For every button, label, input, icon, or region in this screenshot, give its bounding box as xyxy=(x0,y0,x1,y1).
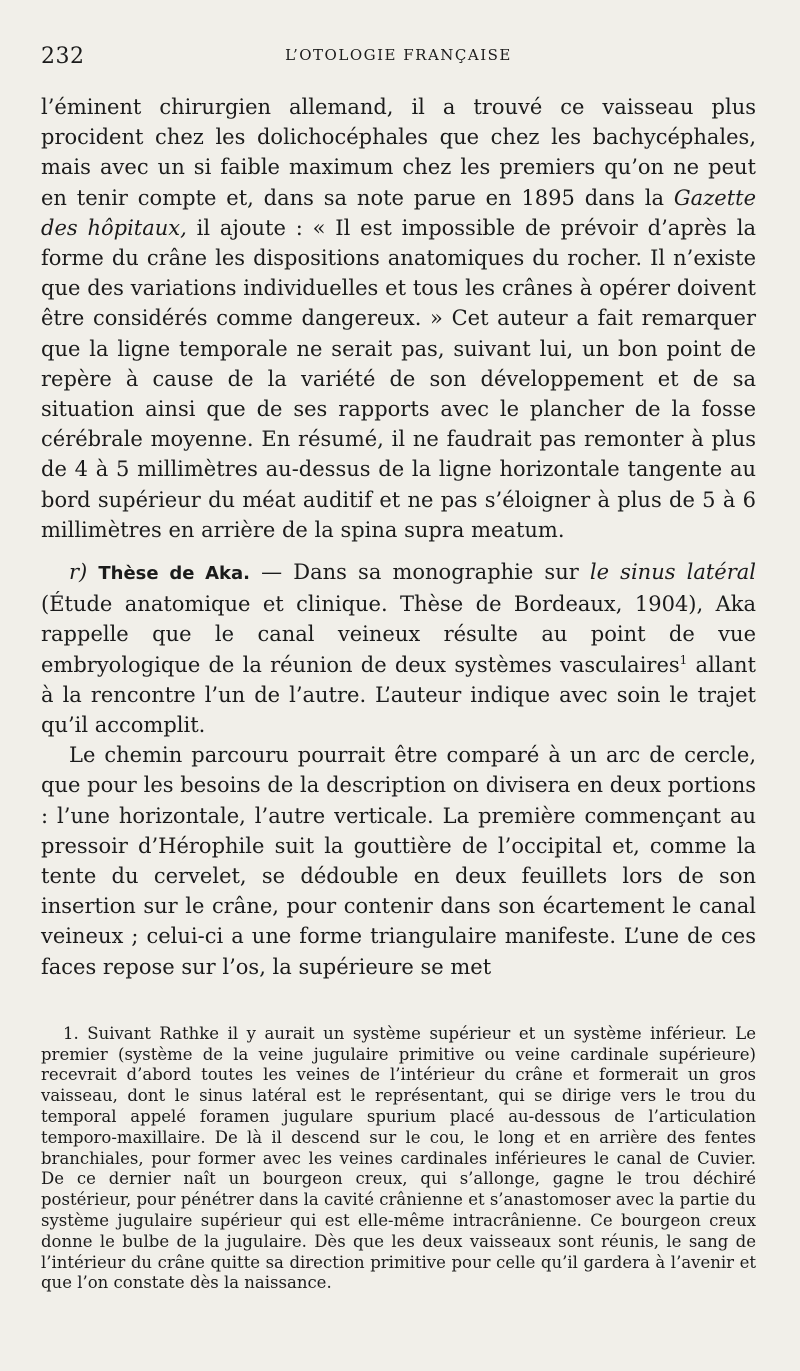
footnote xyxy=(41,1024,756,1294)
running-head xyxy=(41,40,756,76)
monograph-title: le sinus latéral xyxy=(589,560,756,585)
running-title: L’OTOLOGIE FRANÇAISE xyxy=(285,46,512,64)
section-title: Thèse de Aka. xyxy=(98,563,251,585)
paragraph-section-r xyxy=(41,557,756,740)
body-text xyxy=(41,92,756,982)
paragraph-2-text-c: allant à la rencontre l’un de l’autre. L’auteur indique avec soin le trajet qu’il accomplit. xyxy=(41,652,756,738)
paragraph-1-continuation: il ajoute : « Il est impossible de prévoir d’après la forme du crâne les dispositions anatomiques du rocher. Il n’existe que des variations individuelles et tous les crânes à opérer doivent être considérés comme dangereux. » Cet auteur a fait remarquer que la ligne temporale ne serait pas, suivant lui, un bon point de repère à cause de la variété de son développement et de sa situation ainsi que de ses rapports avec le plancher de la fosse cérébrale moyenne. En résumé, il ne faudrait pas remonter à plus de 4 à 5 millimètres au-dessus de la ligne horizontale tangente au bord supérieur du méat auditif et ne pas s’éloigner à plus de 5 à 6 millimètres en arrière de la spina supra meatum. xyxy=(41,215,756,542)
section-letter: r) xyxy=(69,560,88,585)
paragraph-2-text-a: — Dans sa monographie sur xyxy=(250,560,590,585)
journal-title: Gazette des hôpitaux, xyxy=(41,185,756,240)
paragraph-1 xyxy=(41,92,756,545)
paragraph-3: Le chemin parcouru pourrait être comparé à un arc de cercle, que pour les besoins de la description on divisera en deux portions : l’une horizontale, l’autre verticale. La première commençant au pressoir d’Hérophile suit la gouttière de l’occipital et, comme la tente du cervelet, se dédouble en deux feuillets lors de son insertion sur le crâne, pour contenir dans son écartement le canal veineux ; celui-ci a une forme triangulaire manifeste. L’une de ces faces repose sur l’os, la supérieure se met xyxy=(41,743,756,979)
paragraph-2-text-b: (Étude anatomique et clinique. Thèse de Bordeaux, 1904), Aka rappelle que le canal veineux résulte au point de vue embryologique de la réunion de deux systèmes vasculaires xyxy=(41,592,756,677)
page-number: 232 xyxy=(41,44,85,69)
footnote-marker: 1 xyxy=(679,652,688,667)
footnote-text: 1. Suivant Rathke il y aurait un système supérieur et un système inférieur. Le premier (système de la veine jugulaire primitive ou veine cardinale supérieure) recevrait d’abord toutes les veines de l’intérieur du crâne et formerait un gros vaisseau, dont le sinus latéral est le représentant, qui se dirige vers le trou du temporal appelé foramen jugulare spurium placé au-dessous de l’articulation temporo-maxillaire. De là il descend sur le cou, le long et en arrière des fentes branchiales, pour former avec les veines cardinales inférieures le canal de Cuvier. De ce dernier naît un bourgeon creux, qui s’allonge, gagne le trou déchiré postérieur, pour pénétrer dans la cavité crânienne et s’anastomoser avec la partie du système jugulaire supérieur qui est elle-même intracrânienne. Ce bourgeon creux donne le bulbe de la jugulaire. Dès que les deux vaisseaux sont réunis, le sang de l’intérieur du crâne quitte sa direction primitive pour celle qu’il gardera à l’avenir et que l’on constate dès la naissance. xyxy=(41,1023,756,1293)
paragraph-1-text: l’éminent chirurgien allemand, il a trouvé ce vaisseau plus procident chez les dolichocéphales que chez les bachycéphales, mais avec un si faible maximum chez les premiers qu’on ne peut en tenir compte et, dans sa note parue en 1895 dans la xyxy=(41,95,756,210)
